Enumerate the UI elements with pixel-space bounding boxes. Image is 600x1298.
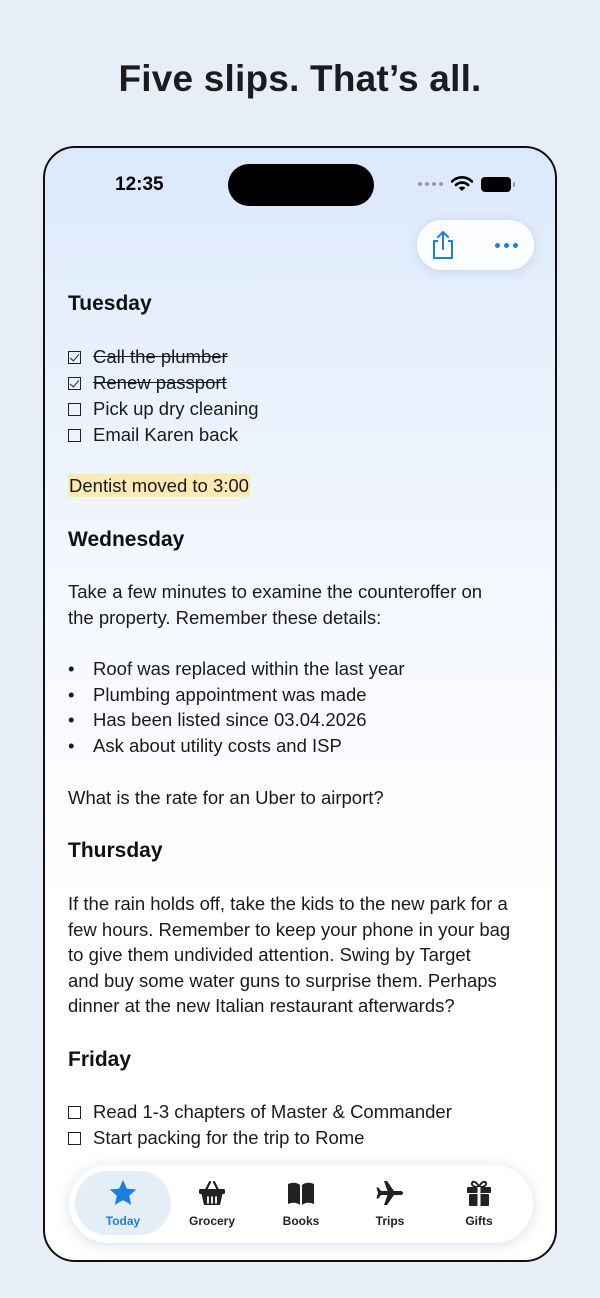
checkbox-icon[interactable] bbox=[68, 403, 81, 416]
paragraph-line: Take a few minutes to examine the counteroffer on bbox=[68, 581, 483, 602]
tab-today[interactable] bbox=[75, 1171, 171, 1235]
tab-bar bbox=[69, 1165, 533, 1243]
battery-icon bbox=[481, 177, 511, 192]
tab-grocery[interactable] bbox=[164, 1171, 260, 1235]
heading-thursday: Thursday bbox=[68, 839, 163, 862]
highlight-text: Dentist moved to 3:00 bbox=[69, 475, 249, 496]
note-toolbar bbox=[417, 220, 534, 270]
task-label: Email Karen back bbox=[93, 424, 238, 445]
status-indicators bbox=[418, 176, 511, 192]
paragraph-line: and buy some water guns to surprise them. Perhaps bbox=[68, 970, 497, 991]
task-label: Call the plumber bbox=[93, 346, 228, 367]
basket-icon bbox=[197, 1178, 227, 1208]
paragraph-line: to give them undivided attention. Swing by Target bbox=[68, 944, 471, 965]
tab-label: Gifts bbox=[465, 1214, 493, 1228]
paragraph-line: the property. Remember these details: bbox=[68, 607, 382, 628]
airplane-icon bbox=[375, 1178, 405, 1208]
share-icon[interactable] bbox=[429, 230, 457, 260]
paragraph-line: few hours. Remember to keep your phone in your bag bbox=[68, 919, 511, 940]
tab-books[interactable] bbox=[253, 1171, 349, 1235]
book-icon bbox=[286, 1178, 316, 1208]
heading-friday: Friday bbox=[68, 1048, 132, 1071]
bullet-item bbox=[68, 735, 342, 757]
bullet-item bbox=[68, 684, 367, 706]
checkbox-icon[interactable] bbox=[68, 1106, 81, 1119]
checkbox-icon[interactable] bbox=[68, 1132, 81, 1145]
question-line: What is the rate for an Uber to airport? bbox=[68, 787, 384, 808]
checkbox-checked-icon[interactable] bbox=[68, 351, 81, 364]
task-item[interactable] bbox=[68, 1127, 364, 1149]
tab-label: Grocery bbox=[188, 1214, 236, 1228]
tab-gifts[interactable] bbox=[431, 1171, 527, 1235]
heading-tuesday: Tuesday bbox=[68, 292, 152, 315]
bullet-text: Ask about utility costs and ISP bbox=[93, 735, 342, 756]
highlighted-note bbox=[68, 475, 250, 497]
tab-label: Today bbox=[105, 1214, 141, 1228]
phone-frame bbox=[43, 146, 557, 1262]
bullet-text: Plumbing appointment was made bbox=[93, 684, 367, 705]
task-item[interactable] bbox=[68, 424, 238, 446]
task-label: Start packing for the trip to Rome bbox=[93, 1127, 365, 1148]
task-item[interactable] bbox=[68, 346, 228, 368]
bullet-icon: • bbox=[68, 735, 75, 756]
bullet-text: Roof was replaced within the last year bbox=[93, 658, 405, 679]
more-icon[interactable] bbox=[491, 234, 521, 256]
bullet-item bbox=[68, 658, 405, 680]
checkbox-icon[interactable] bbox=[68, 429, 81, 442]
bullet-icon: • bbox=[68, 684, 75, 705]
task-label: Pick up dry cleaning bbox=[93, 398, 259, 419]
tab-label: Trips bbox=[375, 1214, 405, 1228]
tab-label: Books bbox=[282, 1214, 320, 1228]
star-icon bbox=[108, 1178, 138, 1208]
gift-icon bbox=[464, 1178, 494, 1208]
signal-icon bbox=[418, 182, 443, 186]
bullet-icon: • bbox=[68, 709, 75, 730]
paragraph-line: dinner at the new Italian restaurant afterwards? bbox=[68, 995, 455, 1016]
wifi-icon bbox=[451, 176, 473, 192]
dynamic-island bbox=[228, 164, 374, 206]
task-label: Renew passport bbox=[93, 372, 227, 393]
task-label: Read 1-3 chapters of Master & Commander bbox=[93, 1101, 452, 1122]
tab-trips[interactable] bbox=[342, 1171, 438, 1235]
bullet-text: Has been listed since 03.04.2026 bbox=[93, 709, 367, 730]
task-item[interactable] bbox=[68, 1101, 452, 1123]
checkbox-checked-icon[interactable] bbox=[68, 377, 81, 390]
bullet-item bbox=[68, 709, 367, 731]
bullet-icon: • bbox=[68, 658, 75, 679]
heading-wednesday: Wednesday bbox=[68, 528, 185, 551]
page-headline: Five slips. That’s all. bbox=[118, 58, 482, 99]
task-item[interactable] bbox=[68, 372, 227, 394]
paragraph-line: If the rain holds off, take the kids to the new park for a bbox=[68, 893, 508, 914]
task-item[interactable] bbox=[68, 398, 259, 420]
status-time: 12:35 bbox=[115, 174, 164, 195]
